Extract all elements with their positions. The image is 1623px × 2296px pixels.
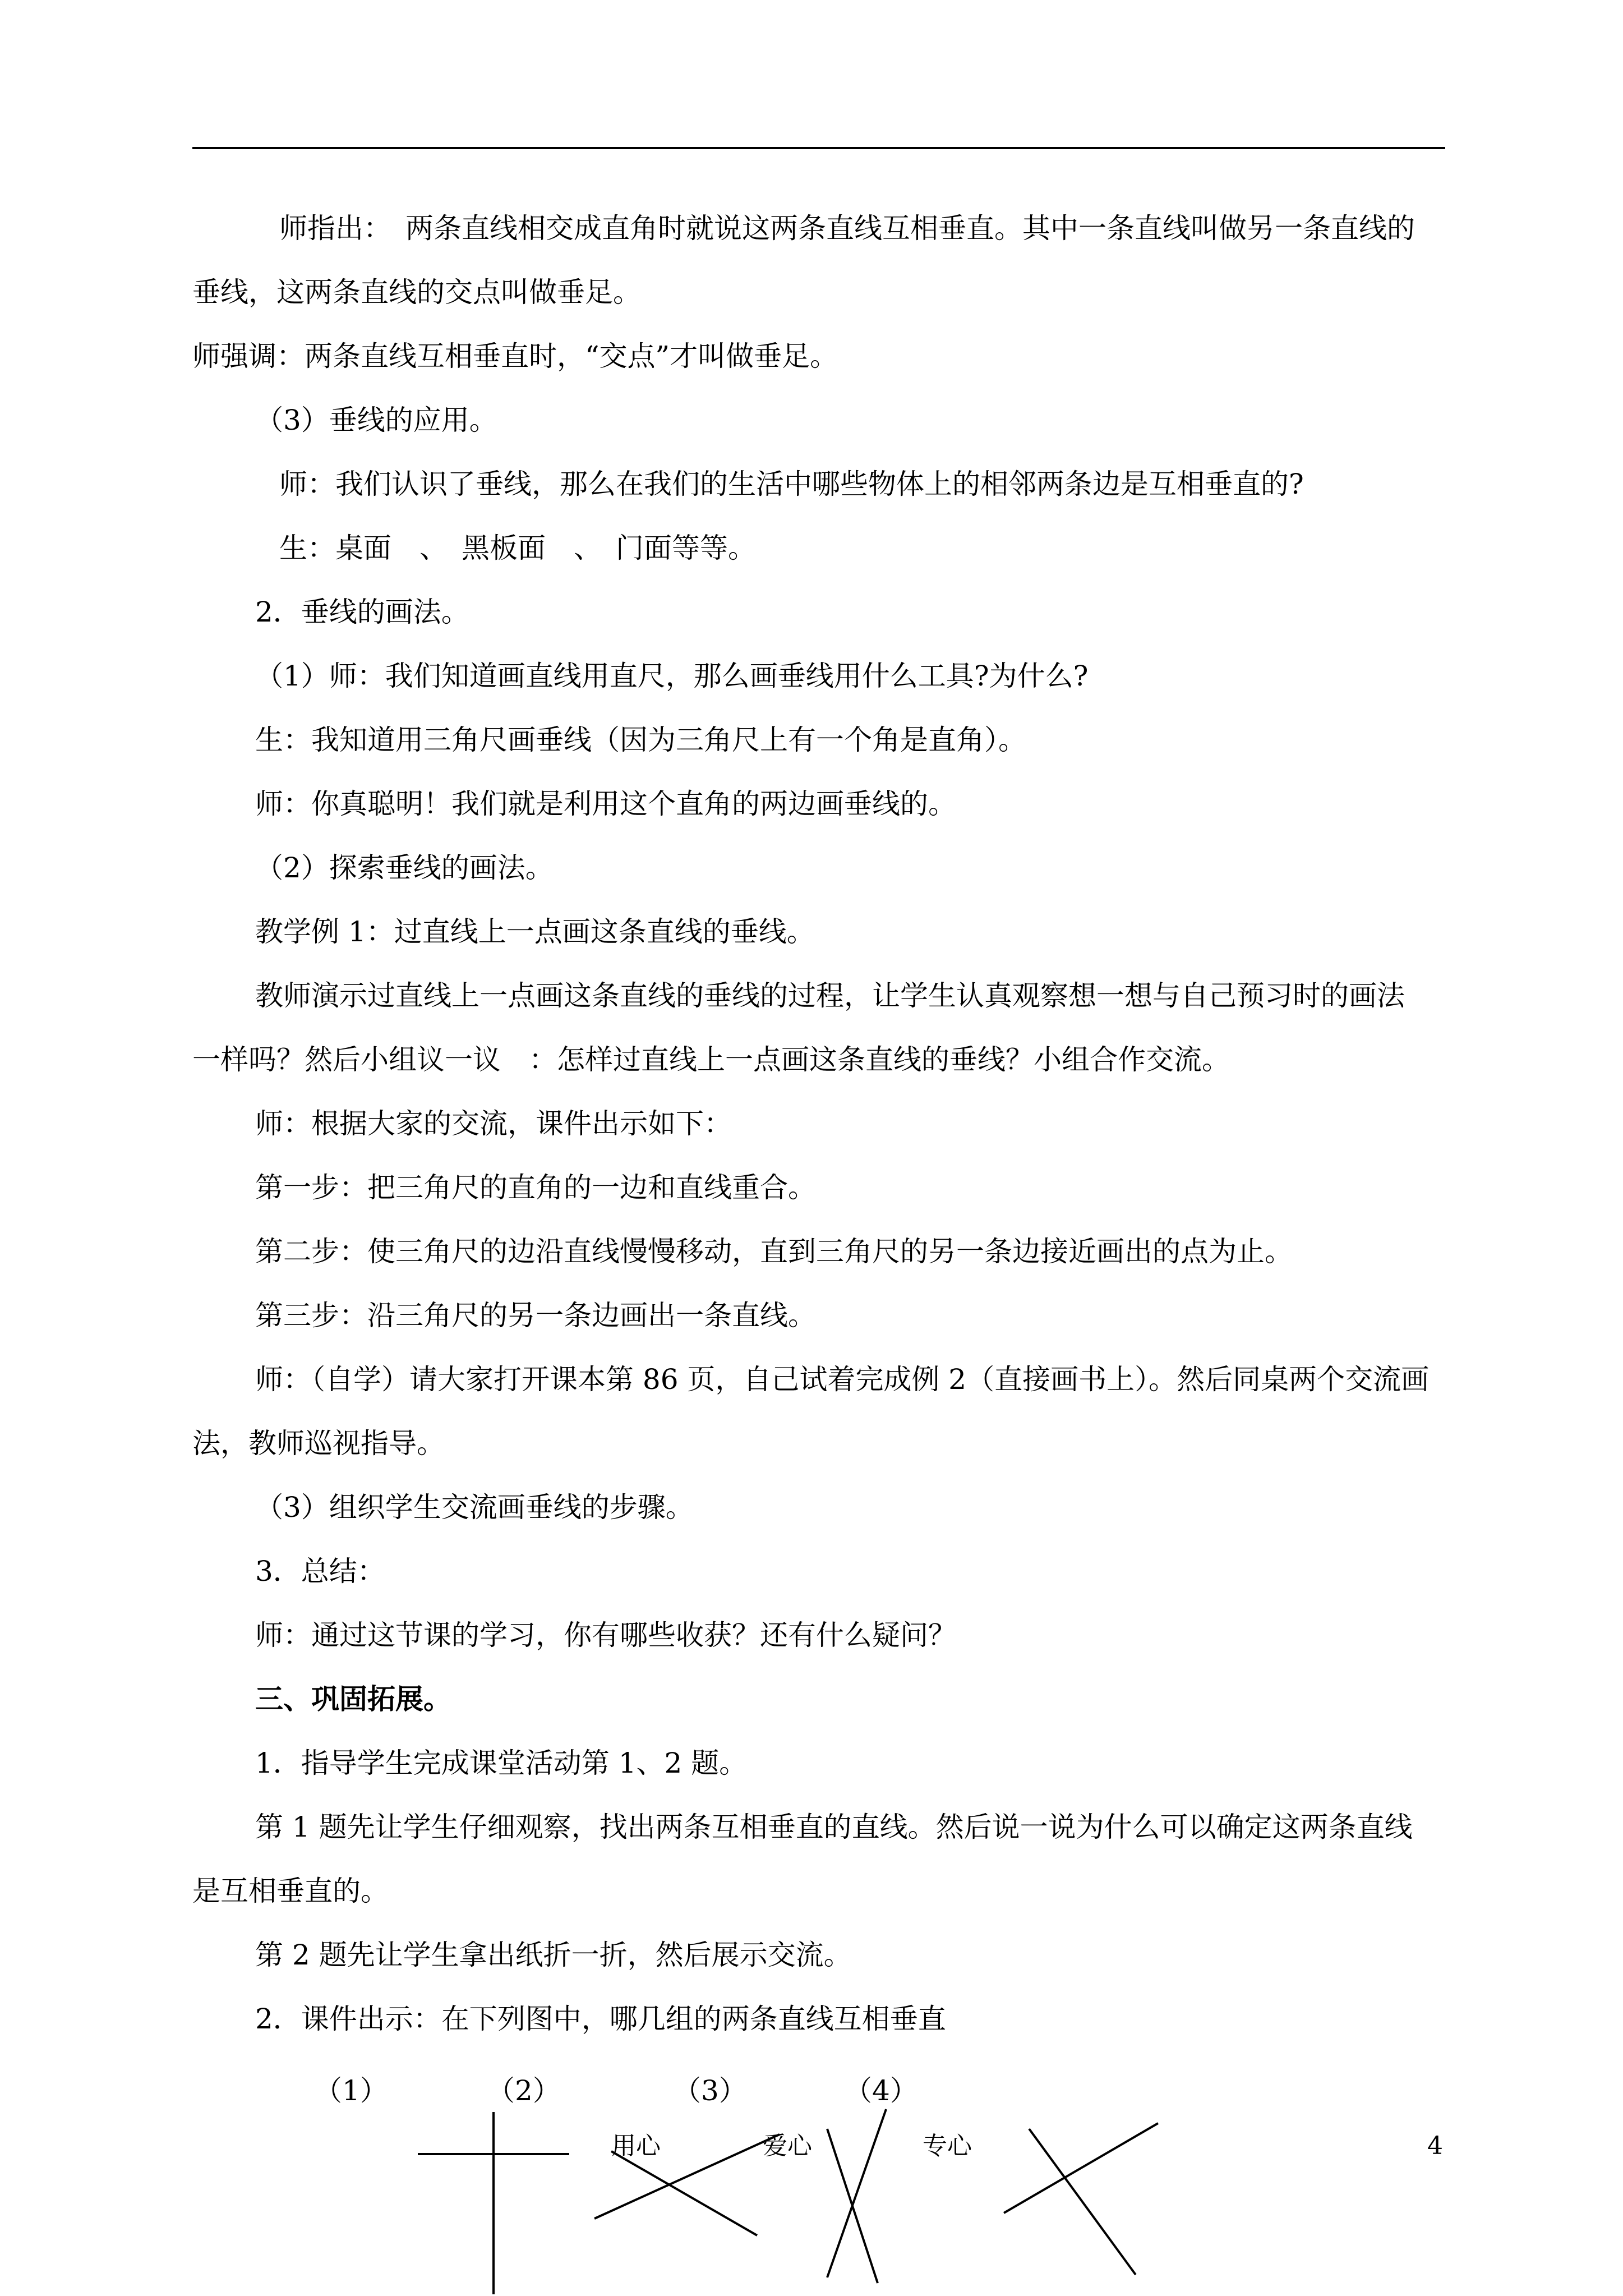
- text-line: 生：桌面 、 黑板面 、 门面等等。: [279, 532, 756, 564]
- figure-label-2: （2）: [487, 2074, 561, 2107]
- text-line: 第 1 题先让学生仔细观察，找出两条互相垂直的直线。然后说一说为什么可以确定这两条直线: [255, 1811, 1413, 1843]
- footer-motto-3: 专心: [923, 2132, 972, 2160]
- figure-label-4: （4）: [844, 2074, 918, 2107]
- text-line: 师：（自学）请大家打开课本第 86 页，自己试着完成例 2（直接画书上）。然后同桌两个交流画: [255, 1363, 1430, 1396]
- figure-2-falling-line: [611, 2151, 757, 2235]
- text-line: 3．总结：: [255, 1555, 385, 1588]
- text-line: 垂线，这两条直线的交点叫做垂足。: [192, 276, 641, 309]
- figure-label-3: （3）: [673, 2074, 747, 2107]
- footer-motto-2: 爱心: [763, 2132, 812, 2160]
- text-line: 师强调：两条直线互相垂直时，“交点”才叫做垂足。: [192, 340, 838, 372]
- text-line: 师指出： 两条直线相交成直角时就说这两条直线互相垂直。其中一条直线叫做另一条直线的: [279, 212, 1415, 245]
- text-line: 生：我知道用三角尺画垂线（因为三角尺上有一个角是直角）。: [255, 724, 1026, 756]
- text-line: 2．垂线的画法。: [255, 596, 469, 628]
- text-line: （1）师：我们知道画直线用直尺，那么画垂线用什么工具?为什么?: [255, 660, 1089, 692]
- text-line: 第二步：使三角尺的边沿直线慢慢移动，直到三角尺的另一条边接近画出的点为止。: [255, 1235, 1293, 1268]
- figure-label-1: （1）: [314, 2074, 388, 2107]
- text-line: 教学例 1：过直线上一点画这条直线的垂线。: [255, 915, 815, 948]
- text-line: 是互相垂直的。: [192, 1875, 389, 1907]
- text-line: 师：你真聪明！我们就是利用这个直角的两边画垂线的。: [255, 788, 956, 820]
- text-line: （3）组织学生交流画垂线的步骤。: [255, 1491, 694, 1524]
- section-heading: 三、巩固拓展。: [255, 1682, 451, 1715]
- figure-3-right-line: [827, 2109, 886, 2277]
- text-line: 师：通过这节课的学习，你有哪些收获？还有什么疑问？: [255, 1619, 956, 1651]
- text-line: 师：根据大家的交流，课件出示如下：: [255, 1107, 732, 1140]
- text-line: 师：我们认识了垂线，那么在我们的生活中哪些物体上的相邻两条边是互相垂直的?: [279, 468, 1304, 500]
- text-line: 第三步：沿三角尺的另一条边画出一条直线。: [255, 1299, 816, 1332]
- figure-4-falling-line: [1029, 2129, 1136, 2275]
- text-line: 第 2 题先让学生拿出纸折一折，然后展示交流。: [255, 1939, 852, 1971]
- text-line: 法，教师巡视指导。: [192, 1427, 445, 1460]
- text-line: （2）探索垂线的画法。: [255, 852, 554, 884]
- text-line: （3）垂线的应用。: [255, 404, 497, 436]
- text-line: 教师演示过直线上一点画这条直线的垂线的过程，让学生认真观察想一想与自己预习时的画法: [255, 979, 1405, 1012]
- text-line: 2．课件出示：在下列图中，哪几组的两条直线互相垂直: [255, 2003, 946, 2035]
- page-number: 4: [1427, 2132, 1443, 2160]
- text-line: 第一步：把三角尺的直角的一边和直线重合。: [255, 1171, 816, 1204]
- text-line: 1．指导学生完成课堂活动第 1、2 题。: [255, 1747, 748, 1779]
- text-line: 一样吗？然后小组议一议 ：怎样过直线上一点画这条直线的垂线？小组合作交流。: [192, 1043, 1230, 1076]
- footer-motto-1: 用心: [611, 2132, 661, 2160]
